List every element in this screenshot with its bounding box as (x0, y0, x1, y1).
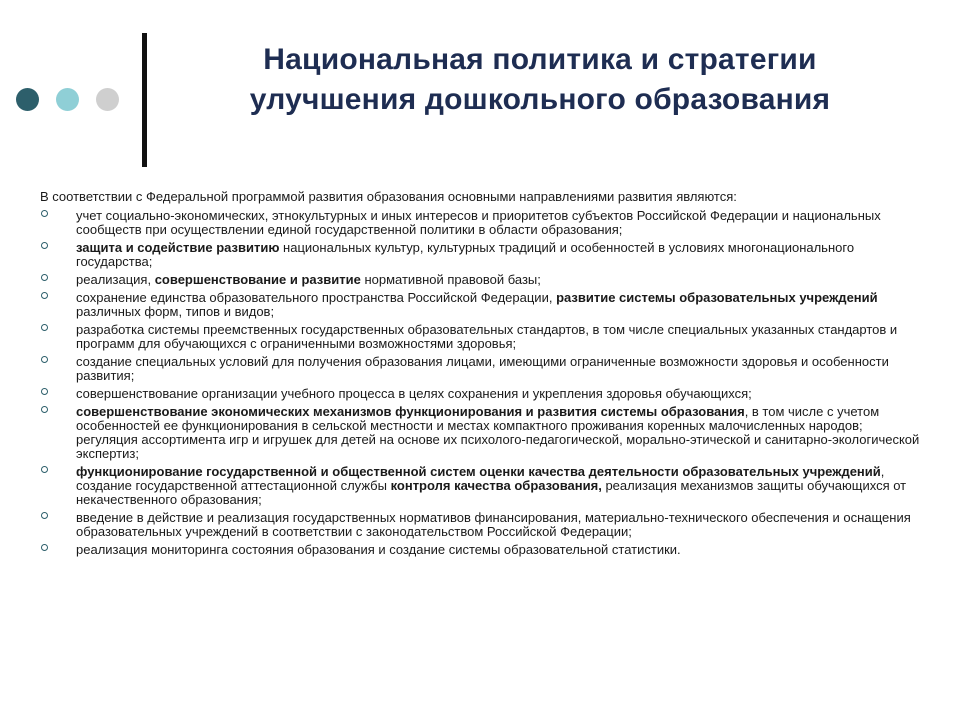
item-text: совершенствование организации учебного процесса в целях сохранения и укрепления здоровья обучающихся; (76, 386, 752, 401)
slide-title (160, 40, 920, 120)
item-text: национальных культур, культурных традиций и особенностей в условиях многонационального государства; (76, 240, 855, 269)
item-text: учет социально-экономических, этнокультурных и иных интересов и приоритетов субъектов Российской Федерации и национальных сообществ при осуществлении единой государственной политики в области образования; (76, 208, 881, 237)
bullet-circle-icon (41, 544, 48, 551)
list-item (40, 543, 920, 557)
bullet-circle-icon (41, 274, 48, 281)
list-item (40, 511, 920, 539)
item-text: различных форм, типов и видов; (76, 304, 275, 319)
item-text-bold: развитие системы образовательных учреждений (556, 290, 878, 305)
item-text-bold: функционирование государственной и общественной систем оценки качества деятельности образовательных учреждений (76, 464, 881, 479)
bullet-circle-icon (41, 242, 48, 249)
list-item (40, 355, 920, 383)
list-item (40, 241, 920, 269)
list-item (40, 387, 920, 401)
list-item (40, 273, 920, 287)
item-text: создание специальных условий для получения образования лицами, имеющими ограниченные возможности здоровья и особенности развития; (76, 354, 889, 383)
vertical-divider (142, 33, 147, 167)
item-text-bold: совершенствование экономических механизмов функционирования и развития системы образования (76, 404, 745, 419)
item-text: реализация механизмов защиты обучающихся от некачественного образования; (76, 478, 907, 507)
list-item (40, 209, 920, 237)
dot-gray-icon (96, 88, 119, 111)
item-text: нормативной правовой базы; (360, 272, 541, 287)
item-text: сохранение единства образовательного пространства Российской Федерации, (76, 290, 557, 305)
title-line-1: Национальная политика и стратегии (263, 43, 817, 76)
item-text-bold: контроля качества образования, (390, 478, 602, 493)
item-text-bold: защита и содействие развитию (76, 240, 280, 255)
item-text: реализация мониторинга состояния образования и создание системы образовательной статистики. (76, 542, 681, 557)
item-text: введение в действие и реализация государственных нормативов финансирования, материально-технического обеспечения и оснащения образовательных учреждений в соответствии с законодательством Российской Федерации; (76, 510, 911, 539)
bullet-circle-icon (41, 292, 48, 299)
intro-text: В соответствии с Федеральной программой развития образования основными направлениями развития являются: (40, 189, 737, 204)
item-text: , в том числе с учетом особенностей ее функционирования в сельской местности и местах компактного проживания коренных малочисленных народов; (76, 404, 880, 433)
bullet-circle-icon (41, 324, 48, 331)
item-text: , создание государственной аттестационной службы (76, 464, 885, 493)
bullet-circle-icon (41, 210, 48, 217)
bullet-circle-icon (41, 388, 48, 395)
item-text: реализация, (76, 272, 155, 287)
bullet-circle-icon (41, 356, 48, 363)
list-item (40, 465, 920, 507)
title-line-2: улучшения дошкольного образования (249, 83, 831, 116)
dot-dark-icon (16, 88, 39, 111)
bullet-circle-icon (41, 512, 48, 519)
item-text: регуляция ассортимента игр и игрушек для детей на основе их психолого-педагогической, морально-этической и санитарно-экологической экспертиз; (76, 432, 920, 461)
bullet-circle-icon (41, 466, 48, 473)
list-item (40, 405, 920, 461)
dot-light-teal-icon (56, 88, 79, 111)
item-text-bold: совершенствование и развитие (154, 272, 361, 287)
bullet-circle-icon (41, 406, 48, 413)
list-item (40, 291, 920, 319)
item-text: разработка системы преемственных государственных образовательных стандартов, в том числе специальных указанных стандартов и программ для обучающихся с ограниченными возможностями здоровья; (76, 322, 898, 351)
content-body (40, 190, 920, 561)
decorative-dots (0, 0, 140, 200)
list-item (40, 323, 920, 351)
directions-list (40, 209, 920, 557)
